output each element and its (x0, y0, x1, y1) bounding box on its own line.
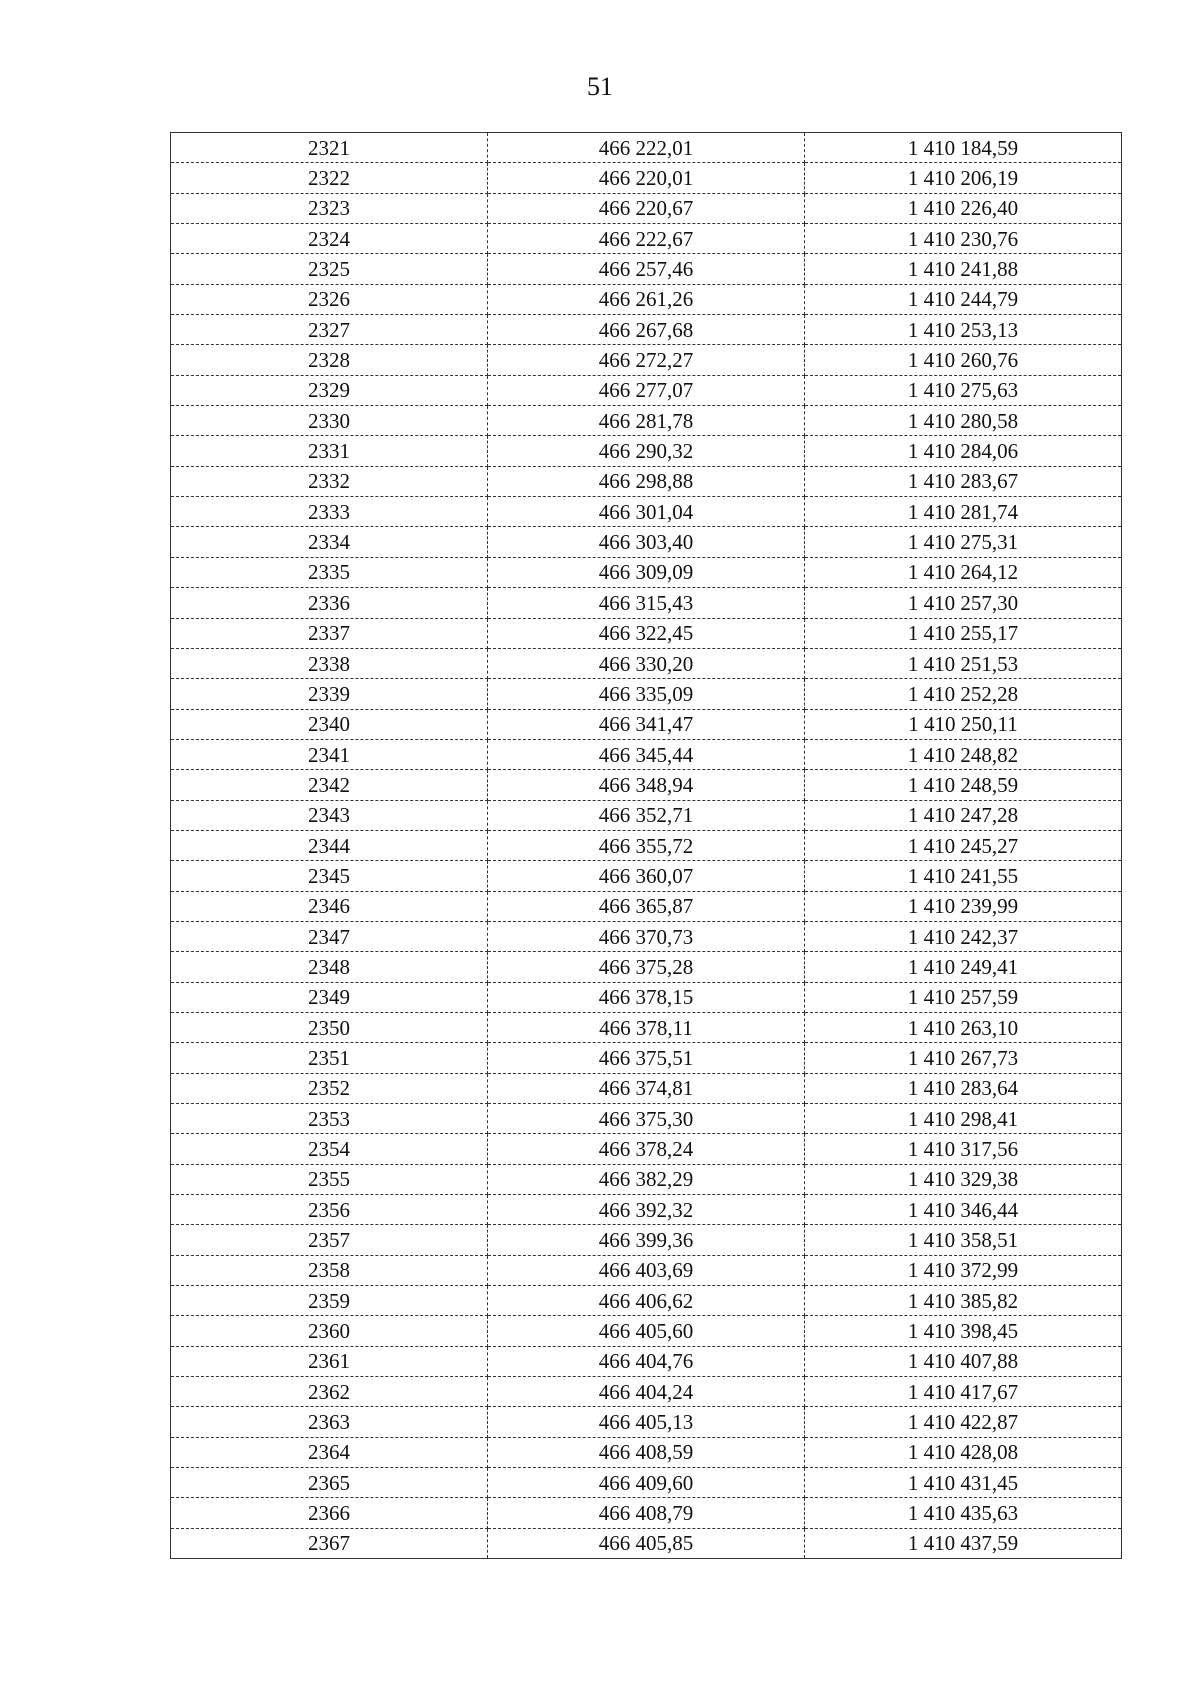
table-row (171, 679, 1122, 709)
table-row (171, 1164, 1122, 1194)
table-row (171, 618, 1122, 648)
table-row (171, 1498, 1122, 1528)
y-coordinate-cell: 1 410 428,08 (805, 1437, 1122, 1467)
point-number-cell: 2325 (171, 254, 488, 284)
point-number-cell: 2345 (171, 861, 488, 891)
y-coordinate-cell: 1 410 260,76 (805, 345, 1122, 375)
x-coordinate-cell: 466 301,04 (488, 497, 805, 527)
table-row (171, 527, 1122, 557)
x-coordinate-cell: 466 399,36 (488, 1225, 805, 1255)
x-coordinate-cell: 466 405,85 (488, 1528, 805, 1558)
coordinates-table (170, 132, 1122, 1559)
point-number-cell: 2355 (171, 1164, 488, 1194)
x-coordinate-cell: 466 220,67 (488, 193, 805, 223)
x-coordinate-cell: 466 378,15 (488, 982, 805, 1012)
x-coordinate-cell: 466 257,46 (488, 254, 805, 284)
y-coordinate-cell: 1 410 275,63 (805, 375, 1122, 405)
y-coordinate-cell: 1 410 239,99 (805, 891, 1122, 921)
point-number-cell: 2360 (171, 1316, 488, 1346)
table-row (171, 436, 1122, 466)
point-number-cell: 2329 (171, 375, 488, 405)
x-coordinate-cell: 466 392,32 (488, 1195, 805, 1225)
point-number-cell: 2362 (171, 1377, 488, 1407)
x-coordinate-cell: 466 303,40 (488, 527, 805, 557)
point-number-cell: 2336 (171, 588, 488, 618)
table-row (171, 861, 1122, 891)
x-coordinate-cell: 466 222,01 (488, 133, 805, 163)
x-coordinate-cell: 466 406,62 (488, 1286, 805, 1316)
y-coordinate-cell: 1 410 249,41 (805, 952, 1122, 982)
x-coordinate-cell: 466 222,67 (488, 224, 805, 254)
x-coordinate-cell: 466 341,47 (488, 709, 805, 739)
coordinates-table-body (171, 133, 1122, 1559)
x-coordinate-cell: 466 375,30 (488, 1104, 805, 1134)
point-number-cell: 2364 (171, 1437, 488, 1467)
x-coordinate-cell: 466 408,59 (488, 1437, 805, 1467)
table-row (171, 497, 1122, 527)
x-coordinate-cell: 466 330,20 (488, 648, 805, 678)
y-coordinate-cell: 1 410 250,11 (805, 709, 1122, 739)
point-number-cell: 2339 (171, 679, 488, 709)
table-row (171, 1104, 1122, 1134)
point-number-cell: 2344 (171, 830, 488, 860)
table-row (171, 588, 1122, 618)
point-number-cell: 2324 (171, 224, 488, 254)
point-number-cell: 2358 (171, 1255, 488, 1285)
point-number-cell: 2356 (171, 1195, 488, 1225)
y-coordinate-cell: 1 410 257,59 (805, 982, 1122, 1012)
point-number-cell: 2321 (171, 133, 488, 163)
x-coordinate-cell: 466 382,29 (488, 1164, 805, 1194)
point-number-cell: 2348 (171, 952, 488, 982)
x-coordinate-cell: 466 352,71 (488, 800, 805, 830)
x-coordinate-cell: 466 405,60 (488, 1316, 805, 1346)
y-coordinate-cell: 1 410 283,67 (805, 466, 1122, 496)
point-number-cell: 2349 (171, 982, 488, 1012)
point-number-cell: 2354 (171, 1134, 488, 1164)
point-number-cell: 2357 (171, 1225, 488, 1255)
y-coordinate-cell: 1 410 385,82 (805, 1286, 1122, 1316)
point-number-cell: 2340 (171, 709, 488, 739)
point-number-cell: 2332 (171, 466, 488, 496)
x-coordinate-cell: 466 378,11 (488, 1012, 805, 1042)
table-row (171, 224, 1122, 254)
y-coordinate-cell: 1 410 372,99 (805, 1255, 1122, 1285)
y-coordinate-cell: 1 410 275,31 (805, 527, 1122, 557)
point-number-cell: 2359 (171, 1286, 488, 1316)
y-coordinate-cell: 1 410 248,59 (805, 770, 1122, 800)
point-number-cell: 2347 (171, 921, 488, 951)
table-row (171, 1195, 1122, 1225)
y-coordinate-cell: 1 410 417,67 (805, 1377, 1122, 1407)
point-number-cell: 2323 (171, 193, 488, 223)
table-row (171, 193, 1122, 223)
x-coordinate-cell: 466 405,13 (488, 1407, 805, 1437)
point-number-cell: 2341 (171, 739, 488, 769)
table-row (171, 557, 1122, 587)
table-row (171, 406, 1122, 436)
point-number-cell: 2343 (171, 800, 488, 830)
x-coordinate-cell: 466 370,73 (488, 921, 805, 951)
point-number-cell: 2351 (171, 1043, 488, 1073)
y-coordinate-cell: 1 410 267,73 (805, 1043, 1122, 1073)
table-row (171, 982, 1122, 1012)
y-coordinate-cell: 1 410 431,45 (805, 1468, 1122, 1498)
x-coordinate-cell: 466 298,88 (488, 466, 805, 496)
point-number-cell: 2326 (171, 284, 488, 314)
table-row (171, 891, 1122, 921)
x-coordinate-cell: 466 375,51 (488, 1043, 805, 1073)
table-row (171, 1043, 1122, 1073)
y-coordinate-cell: 1 410 358,51 (805, 1225, 1122, 1255)
point-number-cell: 2331 (171, 436, 488, 466)
y-coordinate-cell: 1 410 398,45 (805, 1316, 1122, 1346)
table-row (171, 345, 1122, 375)
point-number-cell: 2334 (171, 527, 488, 557)
y-coordinate-cell: 1 410 329,38 (805, 1164, 1122, 1194)
y-coordinate-cell: 1 410 244,79 (805, 284, 1122, 314)
table-row (171, 1286, 1122, 1316)
y-coordinate-cell: 1 410 248,82 (805, 739, 1122, 769)
x-coordinate-cell: 466 374,81 (488, 1073, 805, 1103)
table-row (171, 1468, 1122, 1498)
x-coordinate-cell: 466 345,44 (488, 739, 805, 769)
table-row (171, 1407, 1122, 1437)
point-number-cell: 2342 (171, 770, 488, 800)
table-row (171, 1437, 1122, 1467)
table-row (171, 254, 1122, 284)
y-coordinate-cell: 1 410 241,55 (805, 861, 1122, 891)
x-coordinate-cell: 466 375,28 (488, 952, 805, 982)
table-row (171, 709, 1122, 739)
x-coordinate-cell: 466 335,09 (488, 679, 805, 709)
table-row (171, 739, 1122, 769)
y-coordinate-cell: 1 410 241,88 (805, 254, 1122, 284)
y-coordinate-cell: 1 410 346,44 (805, 1195, 1122, 1225)
x-coordinate-cell: 466 355,72 (488, 830, 805, 860)
y-coordinate-cell: 1 410 242,37 (805, 921, 1122, 951)
x-coordinate-cell: 466 272,27 (488, 345, 805, 375)
y-coordinate-cell: 1 410 226,40 (805, 193, 1122, 223)
y-coordinate-cell: 1 410 437,59 (805, 1528, 1122, 1558)
y-coordinate-cell: 1 410 184,59 (805, 133, 1122, 163)
point-number-cell: 2367 (171, 1528, 488, 1558)
table-row (171, 1255, 1122, 1285)
table-row (171, 1528, 1122, 1558)
x-coordinate-cell: 466 409,60 (488, 1468, 805, 1498)
table-row (171, 133, 1122, 163)
x-coordinate-cell: 466 365,87 (488, 891, 805, 921)
x-coordinate-cell: 466 322,45 (488, 618, 805, 648)
table-row (171, 1316, 1122, 1346)
point-number-cell: 2366 (171, 1498, 488, 1528)
y-coordinate-cell: 1 410 252,28 (805, 679, 1122, 709)
y-coordinate-cell: 1 410 317,56 (805, 1134, 1122, 1164)
table-row (171, 163, 1122, 193)
x-coordinate-cell: 466 404,76 (488, 1346, 805, 1376)
y-coordinate-cell: 1 410 255,17 (805, 618, 1122, 648)
y-coordinate-cell: 1 410 283,64 (805, 1073, 1122, 1103)
table-row (171, 1377, 1122, 1407)
y-coordinate-cell: 1 410 422,87 (805, 1407, 1122, 1437)
point-number-cell: 2337 (171, 618, 488, 648)
table-row (171, 830, 1122, 860)
y-coordinate-cell: 1 410 245,27 (805, 830, 1122, 860)
y-coordinate-cell: 1 410 206,19 (805, 163, 1122, 193)
x-coordinate-cell: 466 360,07 (488, 861, 805, 891)
y-coordinate-cell: 1 410 251,53 (805, 648, 1122, 678)
point-number-cell: 2333 (171, 497, 488, 527)
point-number-cell: 2335 (171, 557, 488, 587)
page-number: 51 (587, 72, 613, 101)
table-row (171, 1073, 1122, 1103)
x-coordinate-cell: 466 220,01 (488, 163, 805, 193)
y-coordinate-cell: 1 410 284,06 (805, 436, 1122, 466)
y-coordinate-cell: 1 410 298,41 (805, 1104, 1122, 1134)
x-coordinate-cell: 466 281,78 (488, 406, 805, 436)
table-row (171, 800, 1122, 830)
table-row (171, 375, 1122, 405)
x-coordinate-cell: 466 290,32 (488, 436, 805, 466)
y-coordinate-cell: 1 410 253,13 (805, 315, 1122, 345)
table-row (171, 770, 1122, 800)
point-number-cell: 2361 (171, 1346, 488, 1376)
x-coordinate-cell: 466 403,69 (488, 1255, 805, 1285)
table-row (171, 952, 1122, 982)
table-row (171, 315, 1122, 345)
point-number-cell: 2353 (171, 1104, 488, 1134)
table-row (171, 466, 1122, 496)
point-number-cell: 2322 (171, 163, 488, 193)
table-row (171, 1225, 1122, 1255)
x-coordinate-cell: 466 404,24 (488, 1377, 805, 1407)
y-coordinate-cell: 1 410 247,28 (805, 800, 1122, 830)
x-coordinate-cell: 466 309,09 (488, 557, 805, 587)
point-number-cell: 2328 (171, 345, 488, 375)
y-coordinate-cell: 1 410 230,76 (805, 224, 1122, 254)
point-number-cell: 2363 (171, 1407, 488, 1437)
point-number-cell: 2327 (171, 315, 488, 345)
table-row (171, 921, 1122, 951)
y-coordinate-cell: 1 410 264,12 (805, 557, 1122, 587)
x-coordinate-cell: 466 267,68 (488, 315, 805, 345)
table-row (171, 648, 1122, 678)
y-coordinate-cell: 1 410 435,63 (805, 1498, 1122, 1528)
point-number-cell: 2350 (171, 1012, 488, 1042)
x-coordinate-cell: 466 408,79 (488, 1498, 805, 1528)
y-coordinate-cell: 1 410 407,88 (805, 1346, 1122, 1376)
table-row (171, 1134, 1122, 1164)
point-number-cell: 2346 (171, 891, 488, 921)
x-coordinate-cell: 466 378,24 (488, 1134, 805, 1164)
y-coordinate-cell: 1 410 281,74 (805, 497, 1122, 527)
y-coordinate-cell: 1 410 263,10 (805, 1012, 1122, 1042)
point-number-cell: 2365 (171, 1468, 488, 1498)
table-row (171, 1012, 1122, 1042)
x-coordinate-cell: 466 261,26 (488, 284, 805, 314)
x-coordinate-cell: 466 277,07 (488, 375, 805, 405)
point-number-cell: 2352 (171, 1073, 488, 1103)
table-row (171, 1346, 1122, 1376)
y-coordinate-cell: 1 410 280,58 (805, 406, 1122, 436)
x-coordinate-cell: 466 315,43 (488, 588, 805, 618)
point-number-cell: 2338 (171, 648, 488, 678)
x-coordinate-cell: 466 348,94 (488, 770, 805, 800)
point-number-cell: 2330 (171, 406, 488, 436)
y-coordinate-cell: 1 410 257,30 (805, 588, 1122, 618)
table-row (171, 284, 1122, 314)
